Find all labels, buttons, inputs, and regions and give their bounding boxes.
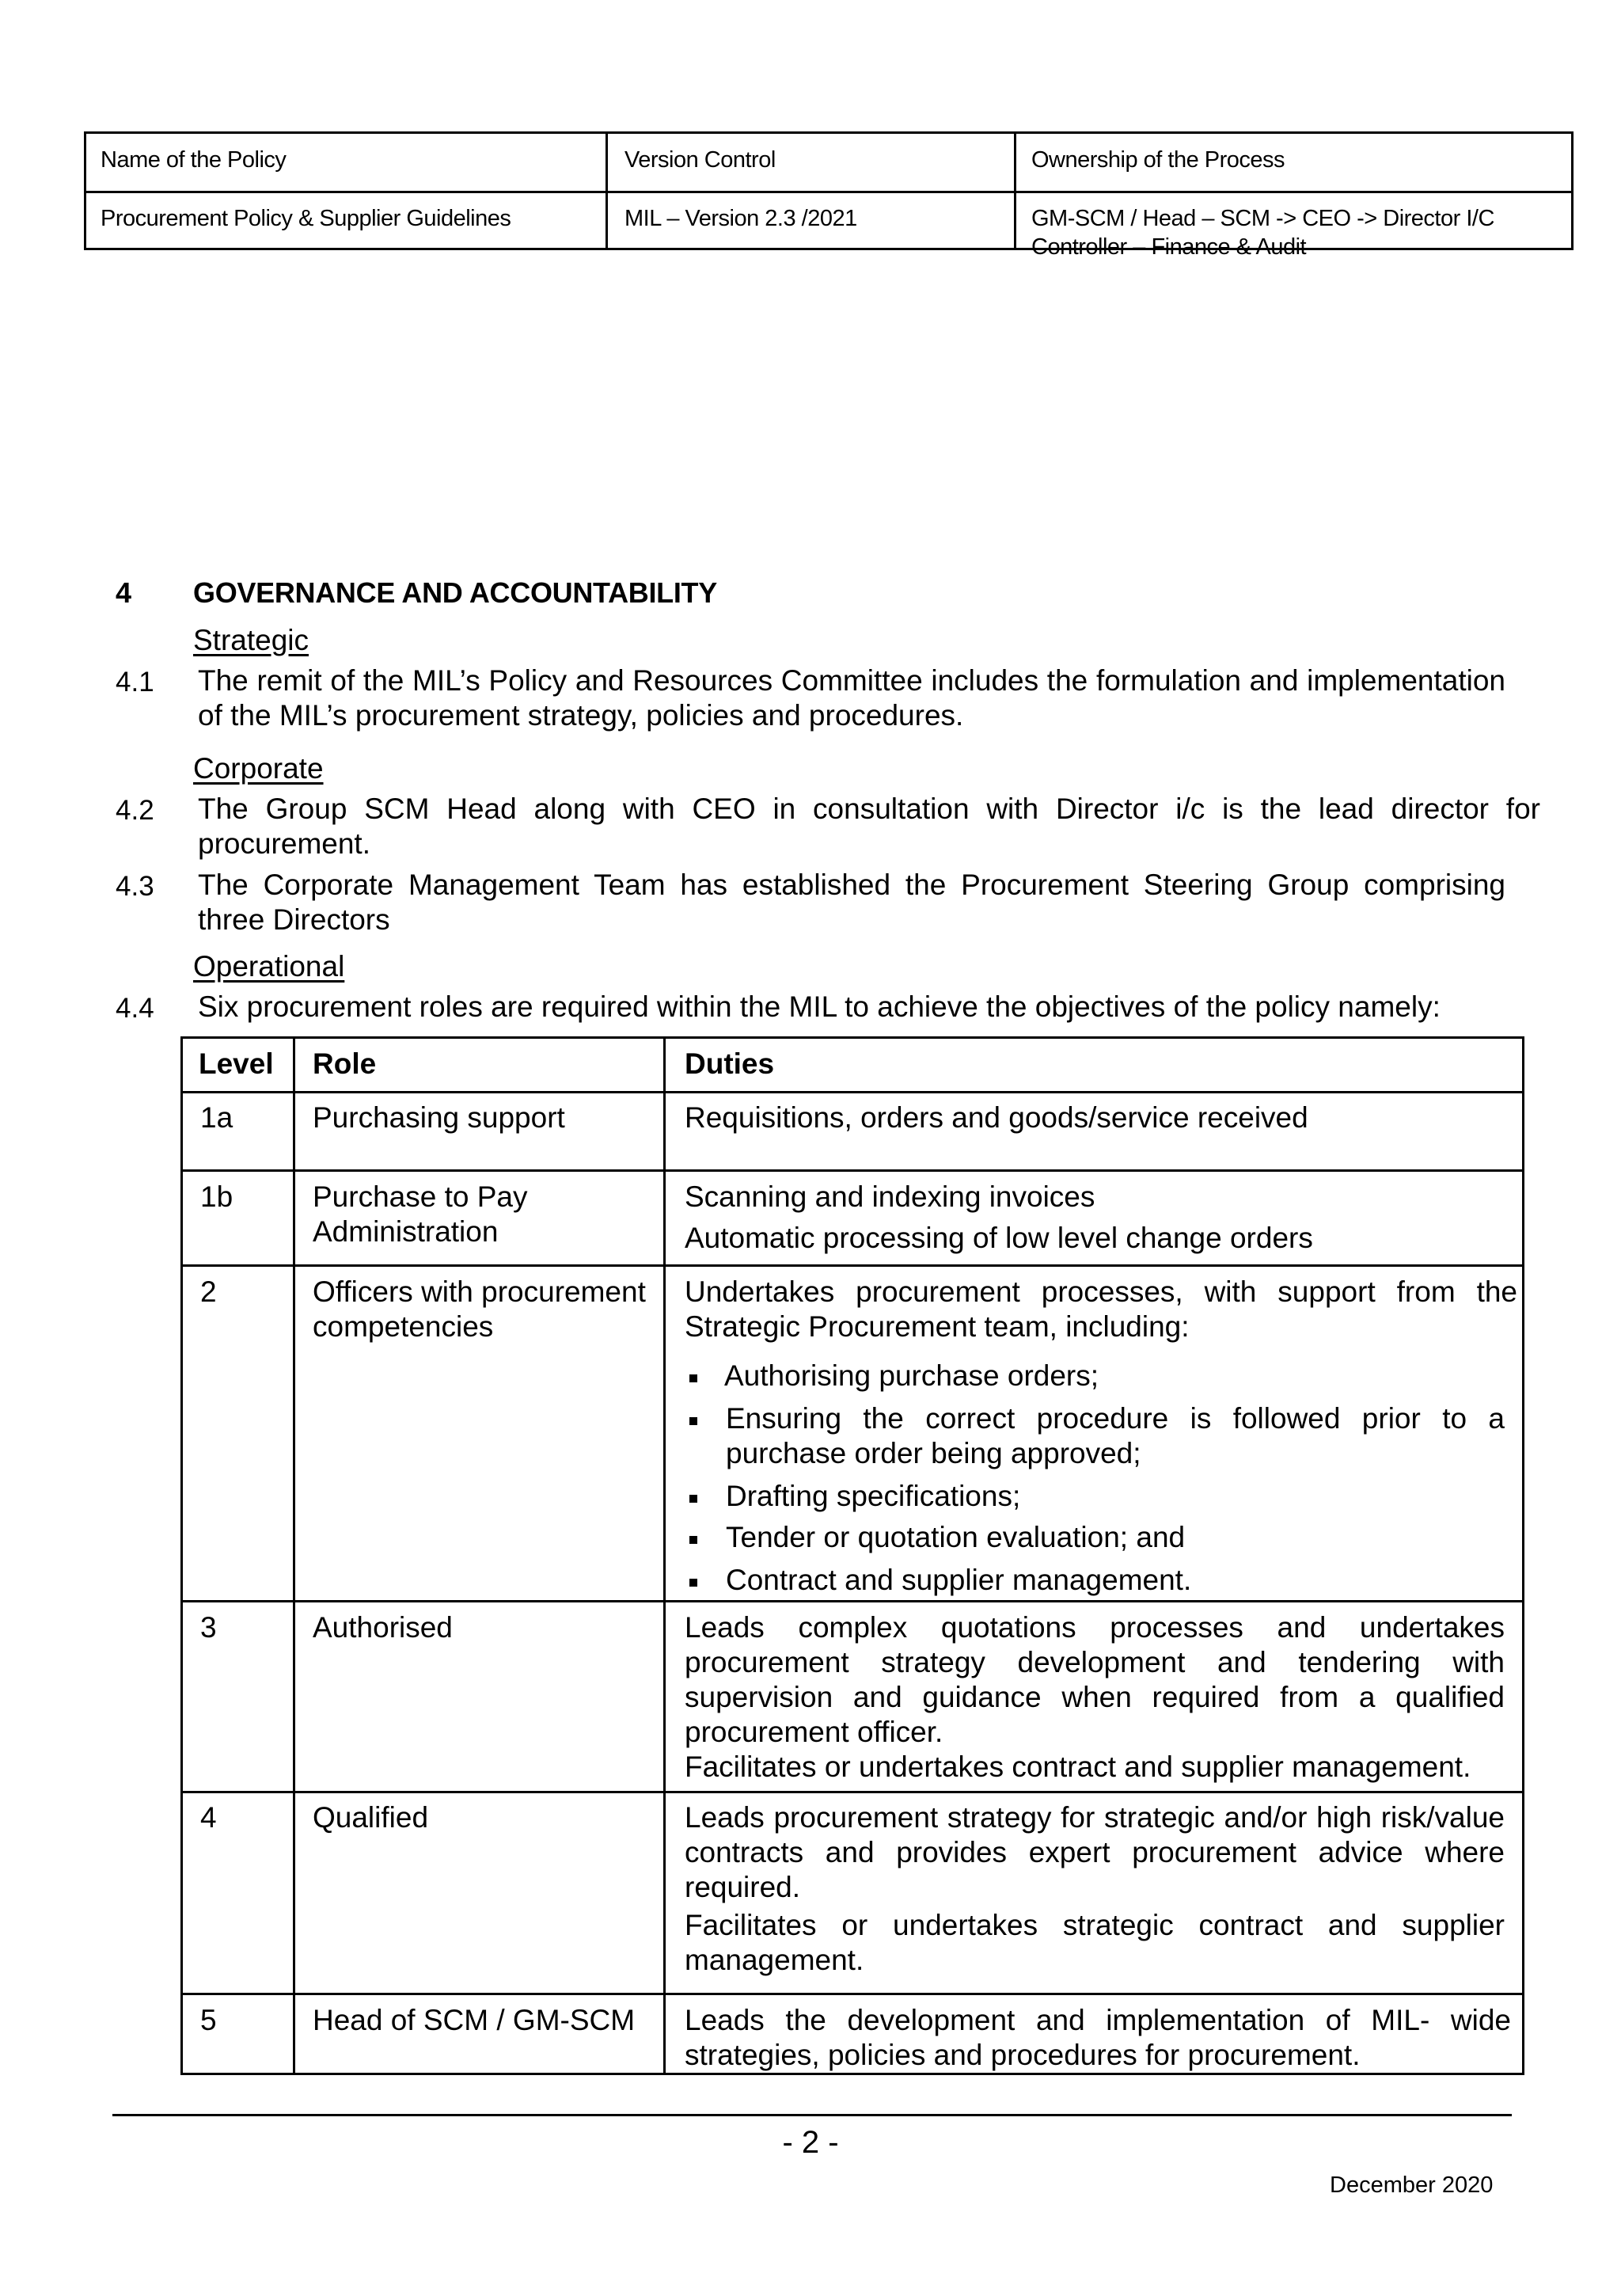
duties-cell: Leads the development and implementation of MIL- wide strategies, policies and procedures for procurement. bbox=[685, 2004, 1511, 2071]
duties-cell: Facilitates or undertakes contract and supplier management. bbox=[685, 1751, 1471, 1783]
bullet-icon bbox=[689, 1495, 697, 1503]
role-cell: Purchase to Pay Administration bbox=[313, 1180, 528, 1248]
row-divider bbox=[183, 1993, 1522, 1995]
version-control-header: Version Control bbox=[624, 147, 776, 173]
role-cell: Head of SCM / GM-SCM bbox=[313, 2004, 636, 2036]
row-divider bbox=[183, 1169, 1522, 1172]
bullet-icon bbox=[689, 1417, 697, 1425]
bullet-icon bbox=[689, 1536, 697, 1544]
header-divider bbox=[1014, 134, 1016, 248]
level-cell: 4 bbox=[200, 1801, 217, 1834]
paragraph-number: 4.4 bbox=[116, 993, 154, 1024]
paragraph-4-3: The Corporate Management Team has established the Procurement Steering Group comprising three Directors bbox=[198, 869, 1505, 936]
role-cell: Authorised bbox=[313, 1611, 453, 1644]
ownership-value-line1: GM-SCM / Head – SCM -> CEO -> Director I/C bbox=[1031, 206, 1494, 231]
policy-name-value: Procurement Policy & Supplier Guidelines bbox=[101, 206, 511, 231]
duties-cell: Scanning and indexing invoices bbox=[685, 1180, 1095, 1213]
footer-date: December 2020 bbox=[1330, 2172, 1494, 2198]
operational-subheading: Operational bbox=[193, 950, 345, 983]
page-number: - 2 - bbox=[782, 2125, 839, 2160]
footer-rule bbox=[112, 2114, 1512, 2116]
role-cell: Officers with procurement competencies bbox=[313, 1275, 646, 1343]
duties-column-header: Duties bbox=[685, 1047, 775, 1080]
role-cell: Qualified bbox=[313, 1801, 429, 1834]
ownership-header: Ownership of the Process bbox=[1031, 147, 1285, 173]
corporate-subheading: Corporate bbox=[193, 752, 324, 785]
version-control-value: MIL – Version 2.3 /2021 bbox=[624, 206, 857, 231]
header-divider bbox=[606, 134, 608, 248]
duties-bullet: Authorising purchase orders; bbox=[724, 1359, 1099, 1392]
bullet-icon bbox=[689, 1374, 697, 1382]
row-divider bbox=[183, 1091, 1522, 1093]
level-cell: 2 bbox=[200, 1275, 217, 1308]
row-divider bbox=[183, 1264, 1522, 1267]
paragraph-4-1: The remit of the MIL’s Policy and Resources Committee includes the formulation and implementation of the MIL’s procurement strategy, policies and procedures. bbox=[198, 664, 1505, 732]
strategic-subheading: Strategic bbox=[193, 624, 309, 656]
level-column-header: Level bbox=[199, 1047, 274, 1080]
duties-cell: Leads procurement strategy for strategic and/or high risk/value contracts and provides expert procurement advice where required. bbox=[685, 1801, 1505, 1903]
role-column-header: Role bbox=[313, 1047, 377, 1080]
paragraph-4-4: Six procurement roles are required within the MIL to achieve the objectives of the policy namely: bbox=[198, 990, 1441, 1023]
duties-cell: Leads complex quotations processes and undertakes procurement strategy development and tendering with supervision and guidance when required from a qualified procurement officer. bbox=[685, 1611, 1505, 1748]
ownership-value-line2: Controller – Finance & Audit bbox=[1031, 234, 1307, 260]
duties-cell: Facilitates or undertakes strategic contract and supplier management. bbox=[685, 1909, 1505, 1976]
duties-cell: Automatic processing of low level change orders bbox=[685, 1222, 1313, 1254]
level-cell: 1a bbox=[200, 1101, 233, 1134]
row-divider bbox=[183, 1600, 1522, 1602]
header-divider bbox=[86, 191, 1571, 193]
level-cell: 1b bbox=[200, 1180, 233, 1213]
level-cell: 3 bbox=[200, 1611, 217, 1644]
paragraph-number: 4.1 bbox=[116, 667, 154, 698]
paragraph-4-2: The Group SCM Head along with CEO in consultation with Director i/c is the lead director for procurement. bbox=[198, 793, 1540, 860]
row-divider bbox=[183, 1791, 1522, 1793]
section-title: GOVERNANCE AND ACCOUNTABILITY bbox=[193, 576, 717, 609]
duties-cell: Undertakes procurement processes, with support from the Strategic Procurement team, including: bbox=[685, 1275, 1517, 1343]
paragraph-number: 4.3 bbox=[116, 871, 154, 902]
policy-header-table bbox=[84, 131, 1574, 260]
policy-name-header: Name of the Policy bbox=[101, 147, 287, 173]
procurement-roles-table bbox=[180, 1036, 1524, 2075]
duties-bullet: Drafting specifications; bbox=[726, 1480, 1021, 1512]
paragraph-number: 4.2 bbox=[116, 795, 154, 826]
level-cell: 5 bbox=[200, 2004, 217, 2036]
column-divider bbox=[663, 1039, 666, 2073]
duties-cell: Requisitions, orders and goods/service received bbox=[685, 1101, 1308, 1134]
duties-bullet: Ensuring the correct procedure is followed prior to a purchase order being approved; bbox=[726, 1402, 1505, 1469]
duties-bullet: Tender or quotation evaluation; and bbox=[726, 1521, 1186, 1553]
role-cell: Purchasing support bbox=[313, 1101, 565, 1134]
duties-bullet: Contract and supplier management. bbox=[726, 1564, 1192, 1596]
column-divider bbox=[293, 1039, 295, 2073]
bullet-icon bbox=[689, 1579, 697, 1587]
section-number: 4 bbox=[116, 576, 132, 609]
